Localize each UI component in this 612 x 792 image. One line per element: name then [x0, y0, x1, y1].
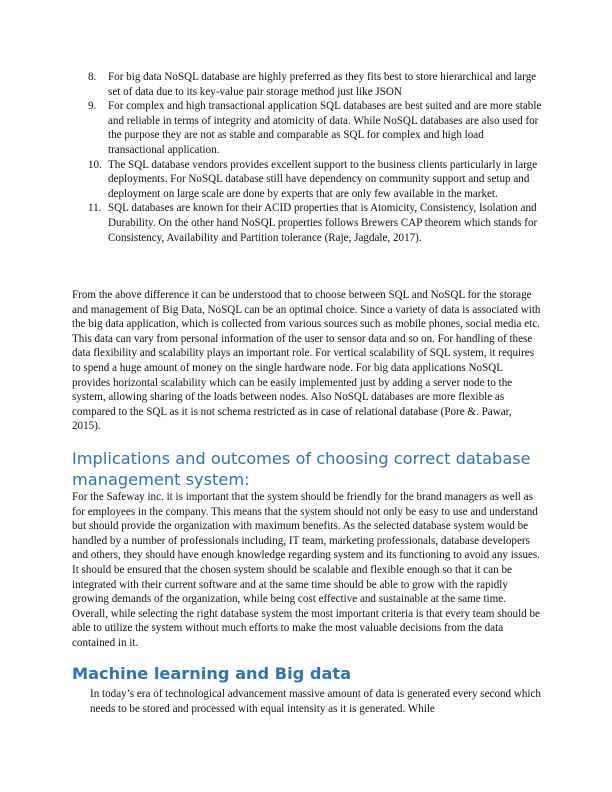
list-text: SQL databases are known for their ACID properties that is Atomicity, Consistency, Isolation and Durability. On the other hand NoSQL properties follows Brewers CAP theorem which stands for Consistency, Availability and Partition tolerance (Raje, Jagdale, 2017).: [108, 202, 538, 244]
paragraph-sql-nosql-choice: From the above difference it can be understood that to choose between SQL and NoSQL for the storage and management of Big Data, NoSQL can be an optimal choice. Since a variety of data is associated with the big data application, which is collected from various sources such as mobile phones, social media etc. This data can vary from personal information of the user to sensor data and so on. For handling of these data flexibility and scalability plays an important role. For vertical scalability of SQL system, it requires to spend a huge amount of money on the single hardware node. For big data applications NoSQL provides horizontal scalability which can be easily implemented just by adding a server node to the system, allowing sharing of the loads between nodes. Also NoSQL databases are more flexible as compared to the SQL as it is not schema restricted as in case of relational database (Pore &. Pawar, 2015).: [72, 289, 541, 433]
paragraph-ml-intro: In today’s era of technological advancement massive amount of data is generated every second which needs to be stored and processed with equal intensity as it is generated. While: [90, 688, 541, 715]
list-item: [72, 70, 542, 99]
list-item: [72, 158, 542, 202]
paragraph-safeway: For the Safeway inc. it is important that the system should be friendly for the brand managers as well as for employees in the company. This means that the system should not only be easy to use and understand but should provide the organization with maximum benefits. As the selected database system would be handled by a number of professionals including, IT team, marketing professionals, database developers and others, they should have enough knowledge regarding system and its functioning to avoid any issues. It should be ensured that the chosen system should be scalable and flexible enough so that it can be integrated with their current software and at the same time should be able to grow with the rapidly growing demands of the organization, while being cost effective and sustainable at the same time. Overall, while selecting the right database system the most important criteria is that every team should be able to utilize the system without much efforts to make the most valuable decisions from the data contained in it.: [72, 491, 541, 649]
list-number: 9.: [88, 100, 97, 113]
list-item: [72, 201, 542, 245]
list-text: The SQL database vendors provides excellent support to the business clients particularly in large deployments. For NoSQL database still have dependency on community support and setup and deployment on large scale are done by experts that are only few available in the market.: [108, 158, 538, 200]
heading-implications: Implications and outcomes of choosing correct database management system:: [72, 449, 531, 489]
list-number: 11.: [88, 202, 102, 215]
list-item: [72, 99, 542, 157]
numbered-list: [72, 70, 542, 245]
list-number: 10.: [88, 158, 102, 171]
heading-machine-learning: Machine learning and Big data: [72, 664, 352, 683]
list-text: For complex and high transactional application SQL databases are best suited and are more stable and reliable in terms of integrity and atomicity of data. While NoSQL databases are also used for the purpose they are not as stable and comparable as SQL for complex and high load transactional application.: [108, 100, 542, 156]
list-text: For big data NoSQL database are highly preferred as they fits best to store hierarchical and large set of data due to its key-value pair storage method just like JSON: [108, 71, 537, 98]
list-number: 8.: [88, 71, 97, 83]
